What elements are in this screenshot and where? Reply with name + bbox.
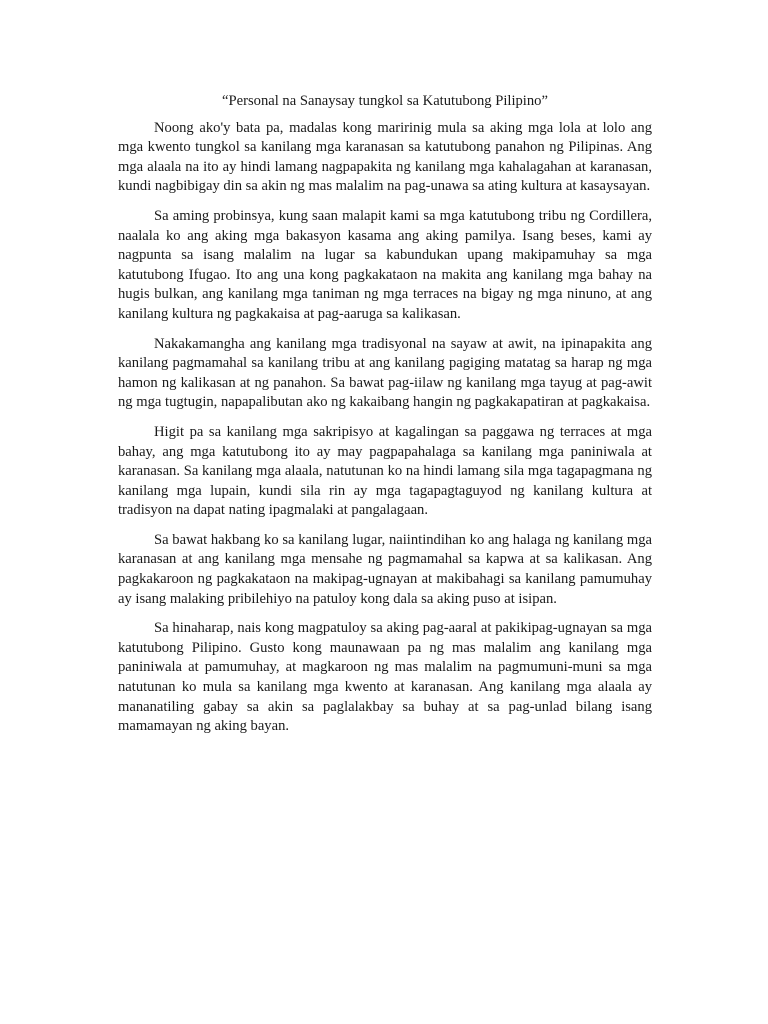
paragraph-4: Higit pa sa kanilang mga sakripisyo at kagalingan sa paggawa ng terraces at mga bahay, ang mga katutubong ito ay may pagpapahalaga sa kanilang mga paniniwala at karanasan. Sa kanilang mga alaala, natutunan ko na hindi lamang sila mga tagapagmana ng kanilang mga lupain, kundi sila rin ay mga tagapagtaguyod ng kanilang kultura at tradisyon na dapat nating ipagmalaki at pangalagaan. [118, 423, 652, 519]
paragraph-3: Nakakamangha ang kanilang mga tradisyonal na sayaw at awit, na ipinapakita ang kanilang pagmamahal sa kanilang tribu at ang kanilang pagiging matatag sa harap ng mga hamon ng kalikasan at ng panahon. Sa bawat pag-iilaw ng kanilang mga tayug at pag-awit ng mga tugtugin, napapalibutan ako ng kakaibang hangin ng pagkakapatiran at pagkakaisa. [118, 335, 652, 411]
document-title: “Personal na Sanaysay tungkol sa Katutubong Pilipino” [222, 93, 548, 109]
paragraph-5: Sa bawat hakbang ko sa kanilang lugar, naiintindihan ko ang halaga ng kanilang mga karanasan at ang kanilang mga mensahe ng pagmamahal sa kapwa at sa kalikasan. Ang pagkakaroon ng pagkakataon na makipag-ugnayan at makibahagi sa kanilang pamumuhay ay isang malaking pribilehiyo na patuloy kong dala sa aking puso at isipan. [118, 531, 652, 607]
paragraph-2: Sa aming probinsya, kung saan malapit kami sa mga katutubong tribu ng Cordillera, naalala ko ang aking mga bakasyon kasama ang aking pamilya. Isang beses, kami ay nagpunta sa isang malalim na lugar sa kabundukan upang makipamuhay sa mga katutubong Ifugao. Ito ang una kong pagkakataon na makita ang kanilang mga bahay na hugis bulkan, ang kanilang mga taniman ng mga terraces na bigay ng mga ninuno, at ang kanilang kultura ng pagkakaisa at pag-aaruga sa kalikasan. [118, 207, 652, 322]
paragraph-1: Noong ako'y bata pa, madalas kong maririnig mula sa aking mga lola at lolo ang mga kwento tungkol sa kanilang mga karanasan sa katutubong panahon ng Pilipinas. Ang mga alaala na ito ay hindi lamang nagpapakita ng kanilang mga kahalagahan at karanasan, kundi nagbibigay din sa akin ng mas malalim na pag-unawa sa ating kultura at kasaysayan. [118, 119, 652, 195]
paragraph-6: Sa hinaharap, nais kong magpatuloy sa aking pag-aaral at pakikipag-ugnayan sa mga katutubong Pilipino. Gusto kong maunawaan pa ng mas malalim ang kanilang mga paniniwala at pamumuhay, at magkaroon ng mas malalim na pagmumuni-muni sa mga natutunan ko mula sa kanilang mga kwento at karanasan. Ang kanilang mga alaala ay mananatiling gabay sa akin sa paglalakbay sa buhay at sa pag-unlad bilang isang mamamayan ng aking bayan. [118, 620, 652, 735]
